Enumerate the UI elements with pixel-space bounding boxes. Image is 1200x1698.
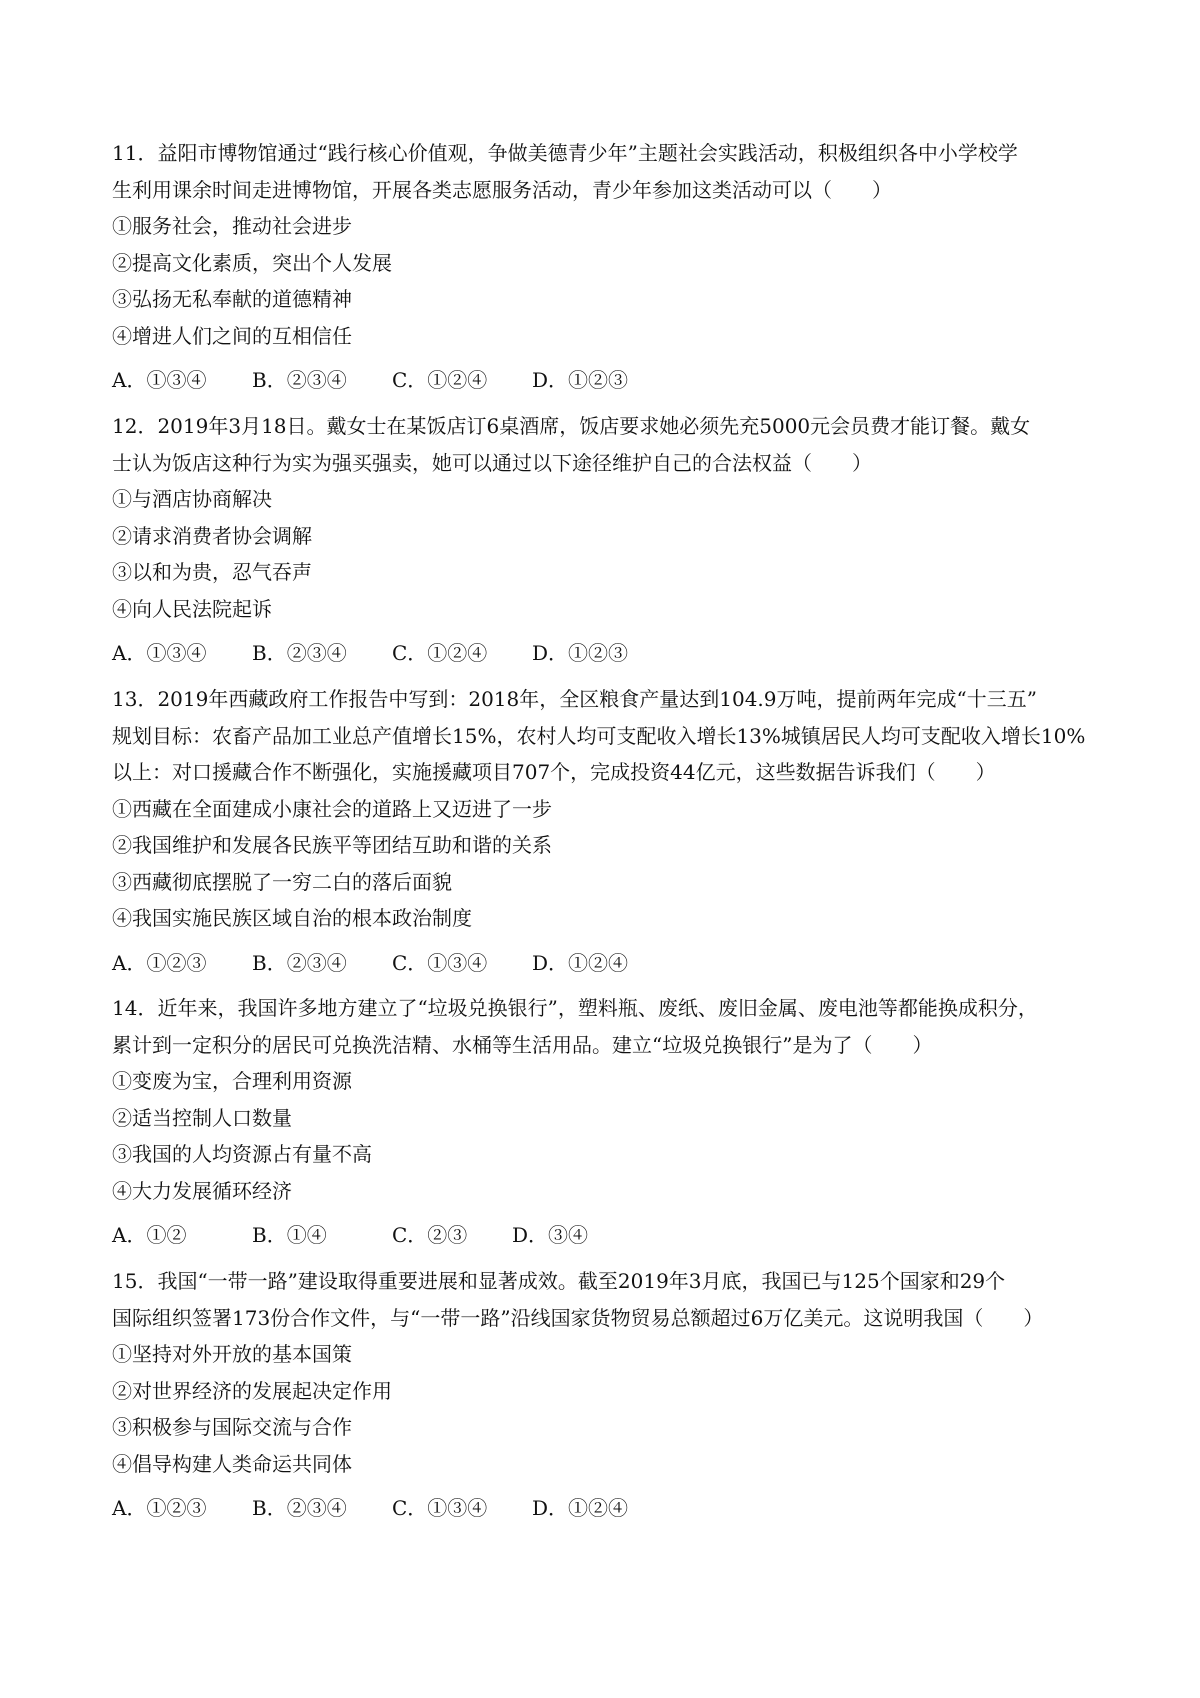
question-14: [112, 990, 1102, 1254]
option-line: ②我国维护和发展各民族平等团结互助和谐的关系: [112, 833, 552, 857]
answer-choice-b[interactable]: B．②③④: [252, 1496, 347, 1520]
option-line: ③积极参与国际交流与合作: [112, 1415, 352, 1439]
option-line: ②适当控制人口数量: [112, 1105, 292, 1130]
question-stem-line: 以上：对口援藏合作不断强化，实施援藏项目707个，完成投资44亿元，这些数据告诉我们（ ）: [112, 760, 996, 784]
answer-choices: [112, 1217, 1102, 1254]
option-line: ②提高文化素质，突出个人发展: [112, 250, 392, 275]
question-stem-line: 累计到一定积分的居民可兑换洗洁精、水桶等生活用品。建立“垃圾兑换银行”是为了（ ）: [112, 1032, 933, 1057]
question-15: [112, 1263, 1102, 1527]
question-stem-line: 12．2019年3月18日。戴女士在某饭店订6桌酒席，饭店要求她必须先充5000元会员费才能订餐。戴女: [112, 414, 1031, 438]
question-stem-line: 13．2019年西藏政府工作报告中写到：2018年，全区粮食产量达到104.9万吨，提前两年完成“十三五”: [112, 687, 1037, 711]
answer-choice-d[interactable]: D．①②③: [532, 641, 629, 665]
option-line: ③西藏彻底摆脱了一穷二白的落后面貌: [112, 869, 452, 894]
option-line: ①坚持对外开放的基本国策: [112, 1342, 352, 1366]
question-stem-line: 15．我国“一带一路”建设取得重要进展和显著成效。截至2019年3月底，我国已与125个国家和29个: [112, 1269, 1006, 1293]
question-stem-line: 规划目标：农畜产品加工业总产值增长15%，农村人均可支配收入增长13%城镇居民人均可支配收入增长10%: [112, 723, 1086, 748]
option-line: ③我国的人均资源占有量不高: [112, 1142, 372, 1166]
option-line: ①西藏在全面建成小康社会的道路上又迈进了一步: [112, 796, 552, 821]
answer-choice-a[interactable]: A．①②③: [112, 950, 207, 975]
question-11: [112, 135, 1102, 399]
answer-choice-b[interactable]: B．②③④: [252, 641, 347, 665]
answer-choice-b[interactable]: B．②③④: [252, 950, 347, 975]
option-line: ④我国实施民族区域自治的根本政治制度: [112, 906, 472, 930]
answer-choice-c[interactable]: C．①②④: [392, 641, 488, 665]
question-stem-line: 11．益阳市博物馆通过“践行核心价值观，争做美德青少年”主题社会实践活动，积极组织各中小学校学: [112, 141, 1018, 165]
answer-choice-d[interactable]: D．①②④: [532, 950, 629, 975]
answer-choice-a[interactable]: A．①②③: [112, 1496, 207, 1520]
option-line: ②请求消费者协会调解: [112, 523, 312, 548]
option-line: ①与酒店协商解决: [112, 487, 272, 511]
question-stem-line: 生利用课余时间走进博物馆，开展各类志愿服务活动，青少年参加这类活动可以（ ）: [112, 177, 892, 202]
option-line: ②对世界经济的发展起决定作用: [112, 1378, 392, 1403]
answer-choice-a[interactable]: A．①③④: [112, 368, 207, 392]
answer-choices: [112, 635, 1102, 672]
answer-choice-d[interactable]: D．①②③: [532, 368, 629, 392]
question-stem-line: 国际组织签署173份合作文件，与“一带一路”沿线国家货物贸易总额超过6万亿美元。这说明我国（ ）: [112, 1305, 1044, 1330]
answer-choice-b[interactable]: B．①④: [252, 1223, 327, 1247]
answer-choice-d[interactable]: D．①②④: [532, 1496, 629, 1520]
answer-choice-a[interactable]: A．①③④: [112, 641, 207, 665]
answer-choice-c[interactable]: C．①②④: [392, 368, 488, 392]
answer-choice-d[interactable]: D．③④: [512, 1223, 589, 1247]
option-line: ③弘扬无私奉献的道德精神: [112, 287, 352, 311]
answer-choice-a[interactable]: A．①②: [112, 1223, 187, 1247]
option-line: ④倡导构建人类命运共同体: [112, 1451, 352, 1476]
question-13: [112, 681, 1102, 981]
question-stem-line: 14．近年来，我国许多地方建立了“垃圾兑换银行”，塑料瓶、废纸、废旧金属、废电池等都能换成积分，: [112, 996, 1038, 1020]
answer-choice-c[interactable]: C．①③④: [392, 1496, 488, 1520]
answer-choice-c[interactable]: C．①③④: [392, 950, 488, 975]
answer-choices: [112, 1490, 1102, 1527]
answer-choices: [112, 362, 1102, 399]
option-line: ④大力发展循环经济: [112, 1178, 292, 1203]
question-stem-line: 士认为饭店这种行为实为强买强卖，她可以通过以下途径维护自己的合法权益（ ）: [112, 450, 872, 475]
answer-choice-c[interactable]: C．②③: [392, 1223, 468, 1247]
answer-choice-b[interactable]: B．②③④: [252, 368, 347, 392]
option-line: ①服务社会，推动社会进步: [112, 214, 352, 238]
answer-choices: [112, 945, 1102, 982]
option-line: ①变废为宝，合理利用资源: [112, 1069, 352, 1093]
question-12: [112, 408, 1102, 672]
option-line: ④向人民法院起诉: [112, 596, 272, 621]
option-line: ④增进人们之间的互相信任: [112, 323, 352, 348]
option-line: ③以和为贵，忍气吞声: [112, 560, 312, 584]
